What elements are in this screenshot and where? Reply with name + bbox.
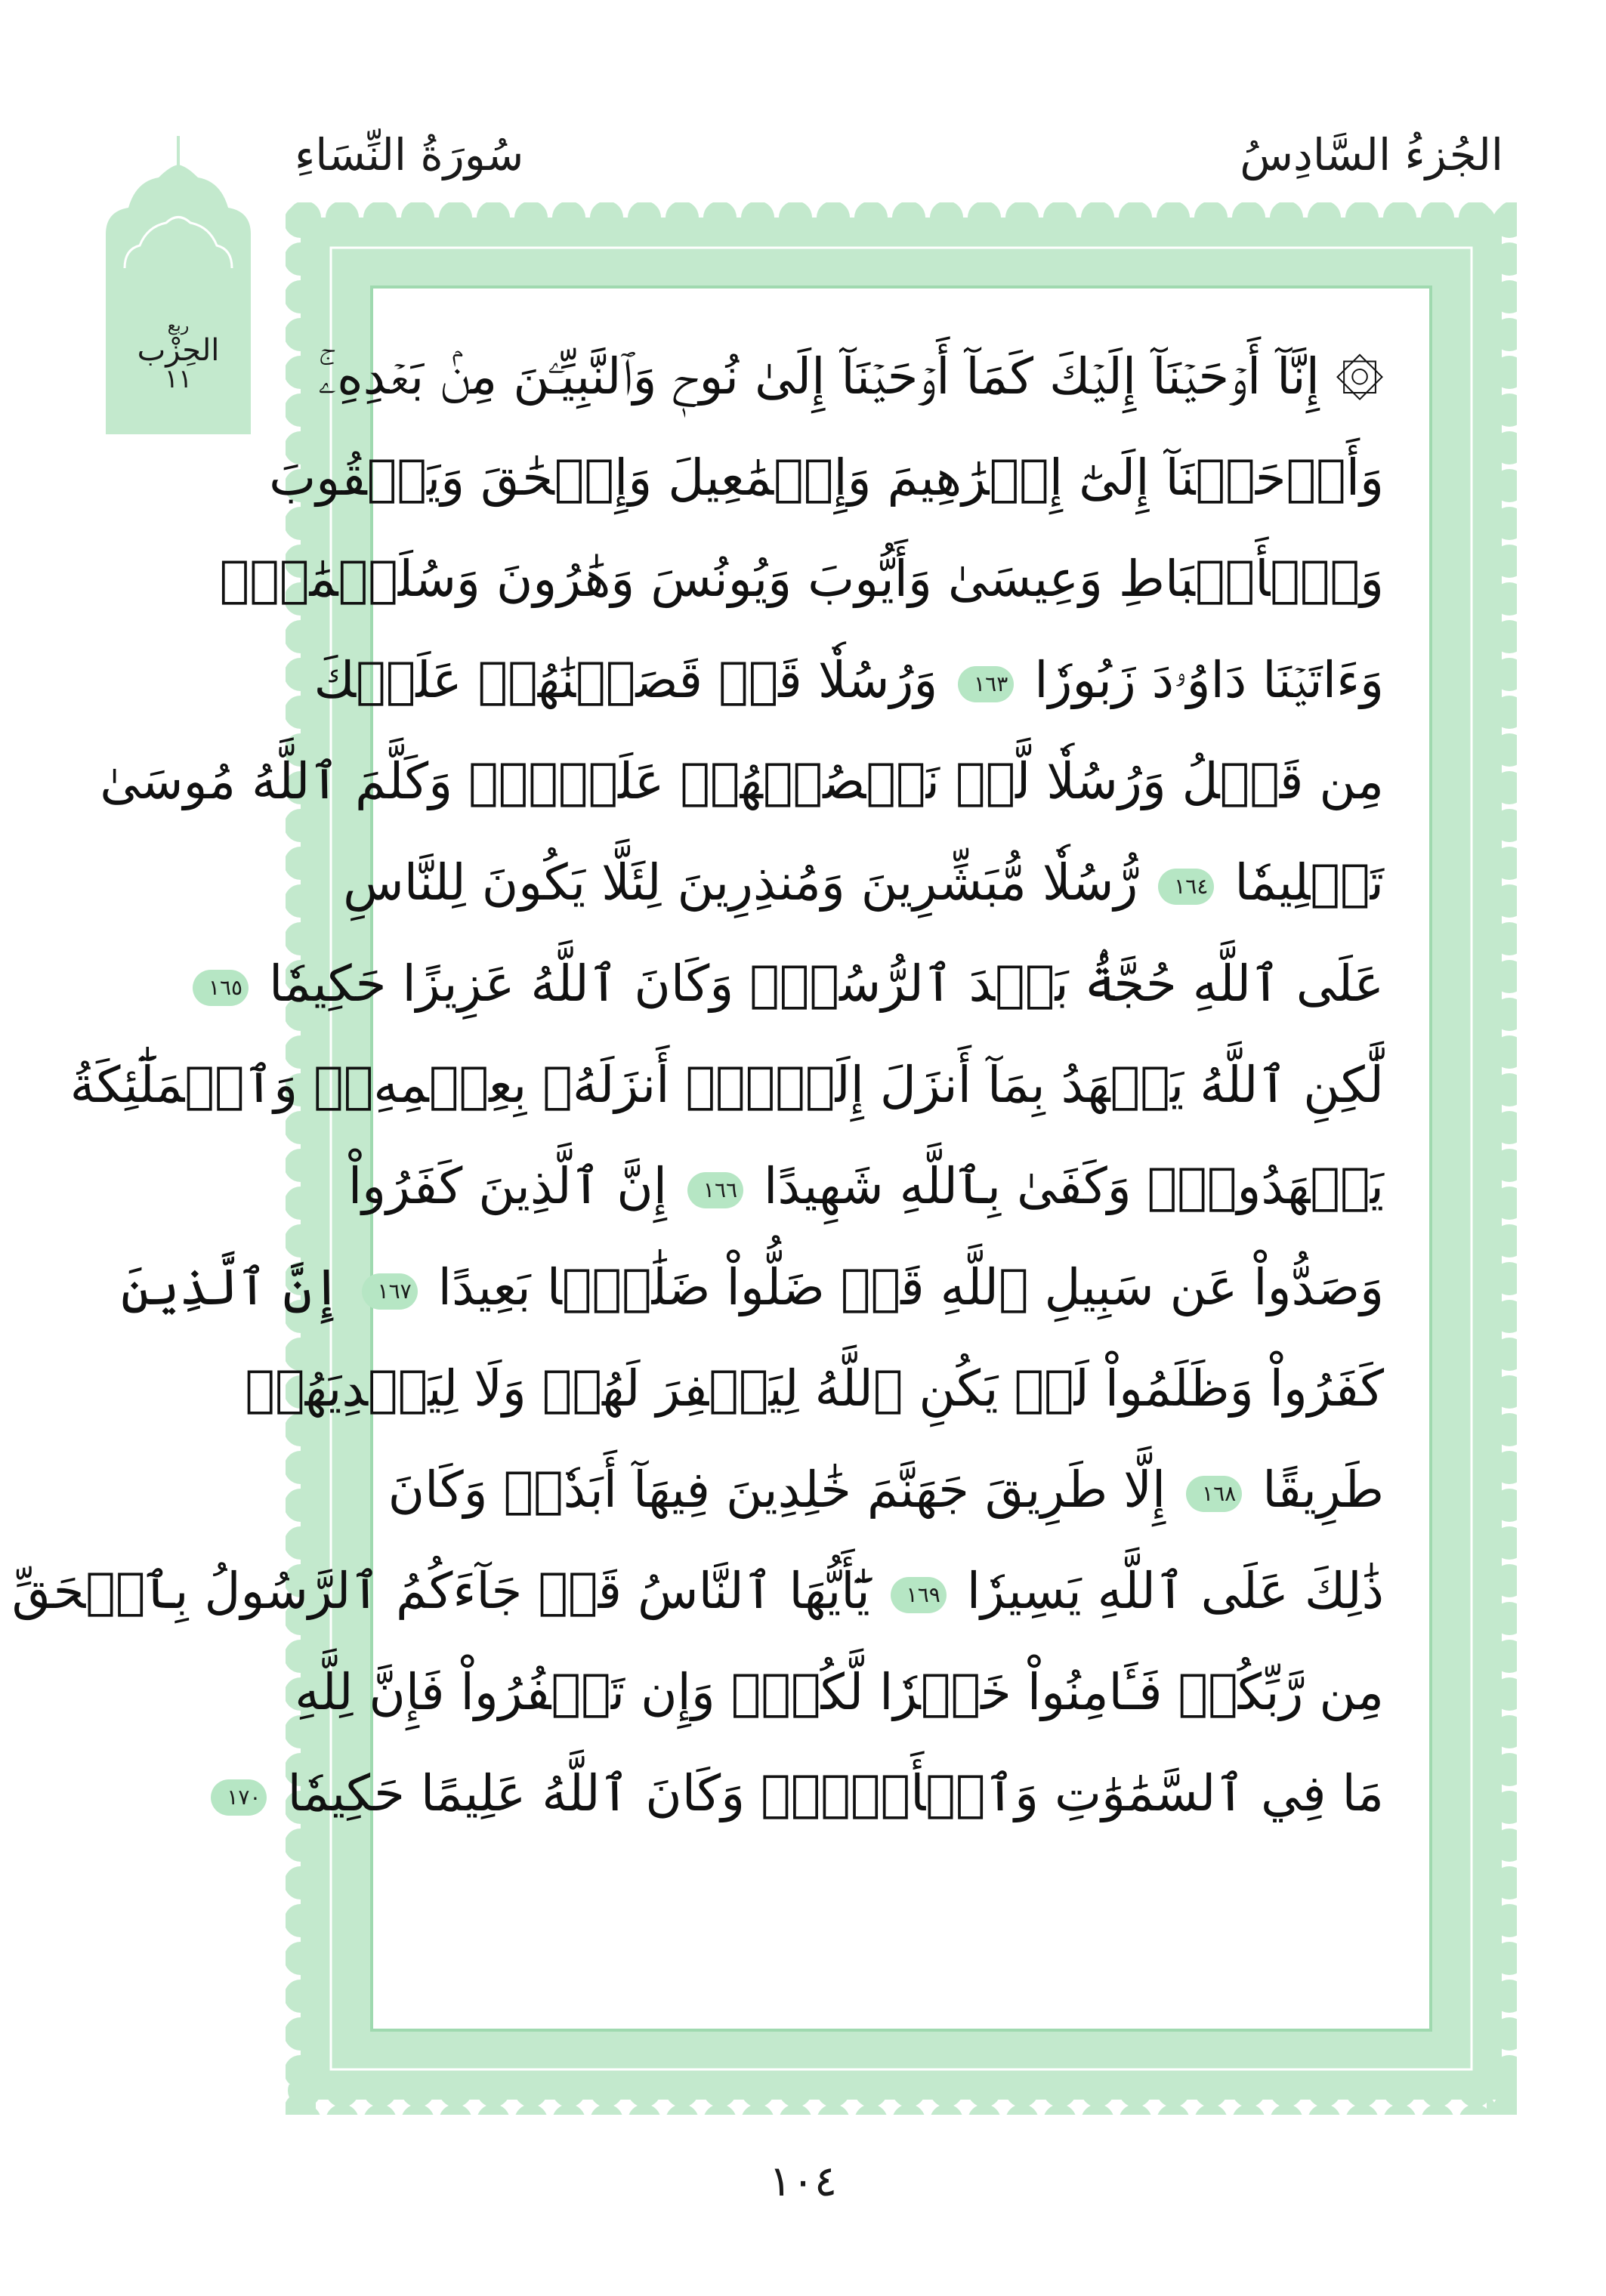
verse-line <box>100 731 1384 832</box>
verse-line <box>69 1035 1384 1136</box>
verse-text: رُّسُلٗا مُّبَشِّرِينَ وَمُنذِرِينَ لِئَلَّا يَكُونَ لِلنَّاسِ <box>343 853 1138 912</box>
verse-text: وَأَوۡحَيۡنَآ إِلَىٰٓ إِبۡرَٰهِيمَ وَإِسۡمَٰعِيلَ وَإِسۡحَٰقَ وَيَعۡقُوبَ <box>269 449 1384 507</box>
verse-line <box>388 1440 1384 1541</box>
verse-line <box>219 529 1384 630</box>
verse-text: إِنَّ ٱلَّذِينَ كَفَرُواْ <box>347 1157 668 1215</box>
page-number: ١٠٤ <box>768 2157 838 2206</box>
verse-line <box>269 427 1384 529</box>
ayah-number-marker: ١٦٨ <box>1186 1476 1242 1512</box>
verse-line <box>208 934 1384 1035</box>
surah-title: سُورَةُ النِّسَاءِ <box>295 129 524 181</box>
verse-text: يَشۡهَدُونَۚ وَكَفَىٰ بِٱللَّهِ شَهِيدًا <box>764 1157 1384 1215</box>
verse-text: كَفَرُواْ وَظَلَمُواْ لَمۡ يَكُنِ ٱللَّهُ لِيَغۡفِرَ لَهُمۡ وَلَا لِيَهۡدِيَهُمۡ <box>245 1359 1384 1418</box>
verse-line <box>318 326 1384 427</box>
verse-text: إِنَّ ٱلَّذِينَ <box>121 1258 341 1316</box>
verse-line <box>11 1541 1384 1642</box>
ayah-number-marker: ١٦٣ <box>958 666 1014 702</box>
verse-text: تَكۡلِيمٗا <box>1234 853 1384 912</box>
page-header <box>295 113 1503 196</box>
verse-line <box>313 630 1384 731</box>
verse-text: مِن قَبۡلُ وَرُسُلٗا لَّمۡ نَقۡصُصۡهُمۡ عَلَيۡكَۚ وَكَلَّمَ ٱللَّهُ مُوسَىٰ <box>100 752 1384 810</box>
verse-text: وَٱلۡأَسۡبَاطِ وَعِيسَىٰ وَأَيُّوبَ وَيُونُسَ وَهَٰرُونَ وَسُلَيۡمَٰنَۚ <box>219 550 1384 608</box>
ayah-number-marker: ١٧٠ <box>211 1779 267 1816</box>
verse-line <box>227 1743 1384 1844</box>
ayah-number-marker: ١٦٥ <box>193 970 249 1006</box>
hizb-label: الحِزْب <box>137 333 220 369</box>
verse-line <box>343 832 1384 934</box>
ayah-number-marker: ١٦٤ <box>1158 869 1214 905</box>
verse-text: يَٰٓأَيُّهَا ٱلنَّاسُ قَدۡ جَآءَكُمُ ٱلرَّسُولُ بِٱلۡحَقِّ <box>11 1562 870 1620</box>
ayah-number-marker: ١٦٩ <box>891 1577 947 1613</box>
hizb-marker <box>106 136 251 434</box>
verse-line <box>245 1338 1384 1440</box>
verse-text: إِلَّا طَرِيقَ جَهَنَّمَ خَٰلِدِينَ فِيهَآ أَبَدٗاۚ وَكَانَ <box>388 1461 1166 1519</box>
verse-text: ذَٰلِكَ عَلَى ٱللَّهِ يَسِيرٗا <box>966 1562 1384 1620</box>
ayah-number-marker: ١٦٦ <box>687 1172 743 1208</box>
ayah-number-marker: ١٦٧ <box>362 1273 418 1310</box>
verse-text: مَا فِي ٱلسَّمَٰوَٰتِ وَٱلۡأَرۡضِۚ وَكَانَ ٱللَّهُ عَلِيمًا حَكِيمٗا <box>287 1764 1384 1822</box>
verse-text: وَرُسُلٗا قَدۡ قَصَصۡنَٰهُمۡ عَلَيۡكَ <box>313 651 938 709</box>
verse-line <box>295 1642 1384 1743</box>
verse-text: عَلَى ٱللَّهِ حُجَّةُۢ بَعۡدَ ٱلرُّسُلِۚ وَكَانَ ٱللَّهُ عَزِيزًا حَكِيمٗا <box>269 955 1384 1013</box>
verse-text: وَصَدُّواْ عَن سَبِيلِ ٱللَّهِ قَدۡ ضَلُّواْ ضَلَٰلَۢا بَعِيدًا <box>437 1258 1384 1316</box>
hizb-number: ١١ <box>164 364 193 395</box>
verse-line <box>347 1136 1384 1237</box>
verse-text: مِن رَّبِّكُمۡ فَـَٔامِنُواْ خَيۡرٗا لَّكُمۡۚ وَإِن تَكۡفُرُواْ فَإِنَّ لِلَّهِ <box>295 1663 1384 1721</box>
verse-text: لَّٰكِنِ ٱللَّهُ يَشۡهَدُ بِمَآ أَنزَلَ إِلَيۡكَۖ أَنزَلَهُۥ بِعِلۡمِهِۦۖ وَٱلۡمَلَٰٓئِكَةُ <box>69 1056 1384 1114</box>
verse-text: ۞ إِنَّآ أَوۡحَيۡنَآ إِلَيۡكَ كَمَآ أَوۡحَيۡنَآ إِلَىٰ نُوحٖ وَٱلنَّبِيِّـۧنَ مِنۢ بَعۡدِهِۦۚ <box>318 347 1384 406</box>
verse-text: وَءَاتَيۡنَا دَاوُۥدَ زَبُورٗا <box>1034 651 1384 709</box>
verse-text: طَرِيقًا <box>1262 1461 1384 1519</box>
juz-title: الجُزءُ السَّادِسُ <box>1240 129 1503 181</box>
hizb-quarter-label: ربع <box>167 316 190 335</box>
verse-line <box>121 1237 1384 1338</box>
